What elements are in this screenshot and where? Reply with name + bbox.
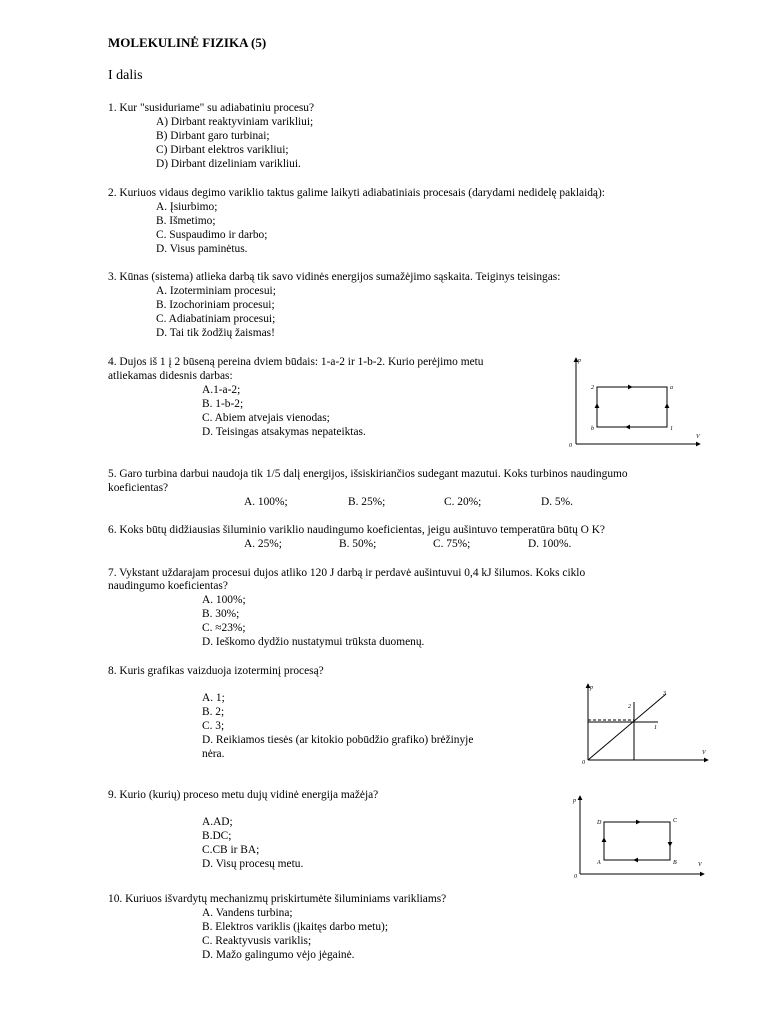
q10-option-a: A. Vandens turbina;: [202, 907, 293, 919]
q4-graph: [560, 352, 710, 448]
question-4-line1: 4. Dujos iš 1 į 2 būseną pereina dviem būdais: 1-a-2 ir 1-b-2. Kurio perėjimo metu: [108, 356, 484, 368]
q4-graph-origin-label: 0: [569, 443, 572, 448]
q8-graph-origin-label: 0: [582, 760, 585, 766]
q9-graph-point-D: D: [597, 820, 602, 826]
q2-option-a: A. Įsiurbimo;: [156, 201, 218, 213]
q5-option-b: B. 25%;: [348, 496, 386, 508]
q8-option-b: B. 2;: [202, 706, 225, 718]
q8-graph-line-2: 2: [628, 704, 631, 710]
q3-option-b: B. Izochoriniam procesui;: [156, 299, 275, 311]
page-title: MOLEKULINĖ FIZIKA (5): [108, 35, 267, 50]
q1-option-c: C) Dirbant elektros varikliui;: [156, 144, 289, 156]
q3-option-d: D. Tai tik žodžių žaismas!: [156, 327, 275, 339]
q2-option-d: D. Visus paminėtus.: [156, 243, 248, 255]
q8-graph: [574, 678, 714, 768]
q9-option-d: D. Visų procesų metu.: [202, 858, 304, 870]
q4-option-b: B. 1-b-2;: [202, 398, 244, 410]
q9-option-b: B.DC;: [202, 830, 232, 842]
q9-option-a: A.AD;: [202, 816, 233, 828]
question-5-line1: 5. Garo turbina darbui naudoja tik 1/5 dalį energijos, išsiskiriančios sudegant mazutui. Koks turbinos naudingumo: [108, 468, 628, 480]
q4-option-c: C. Abiem atvejais vienodas;: [202, 412, 330, 424]
q7-option-a: A. 100%;: [202, 594, 246, 606]
q8-option-a: A. 1;: [202, 692, 225, 704]
q5-option-d: D. 5%.: [541, 496, 573, 508]
q8-graph-p-label: p: [590, 685, 593, 691]
q7-option-d: D. Ieškomo dydžio nustatymui trūksta duomenų.: [202, 636, 425, 648]
q4-graph-point-b: b: [591, 426, 594, 432]
q5-option-c: C. 20%;: [444, 496, 482, 508]
question-3: 3. Kūnas (sistema) atlieka darbą tik savo vidinės energijos sumažėjimo sąskaita. Teiginys teisingas:: [108, 271, 561, 283]
q6-option-c: C. 75%;: [433, 538, 471, 550]
q8-option-d: D. Reikiamos tiesės (ar kitokio pobūdžio grafiko) brėžinyje: [202, 734, 474, 746]
q4-graph-point-a: a: [670, 385, 673, 391]
q1-option-a: A) Dirbant reaktyviniam varikliui;: [156, 116, 314, 128]
q10-option-c: C. Reaktyvusis variklis;: [202, 935, 312, 947]
q8-option-c: C. 3;: [202, 720, 225, 732]
q4-option-d: D. Teisingas atsakymas nepateiktas.: [202, 426, 366, 438]
q9-graph-v-label: V: [698, 862, 702, 868]
q8-graph-line-1: 1: [654, 725, 657, 731]
question-6: 6. Koks būtų didžiausias šiluminio variklio naudingumo koeficientas, jeigu aušintuvo temperatūra būtų O K?: [108, 524, 605, 536]
q2-option-b: B. Išmetimo;: [156, 215, 216, 227]
q9-graph-p-label: p: [573, 798, 576, 804]
q1-option-d: D) Dirbant dizeliniam varikliui.: [156, 158, 301, 170]
q2-option-c: C. Suspaudimo ir darbo;: [156, 229, 268, 241]
q9-graph-point-A: A: [597, 860, 601, 866]
question-2: 2. Kuriuos vidaus degimo variklio taktus galime laikyti adiabatiniais procesais (darydami nedidelę paklaidą):: [108, 187, 605, 199]
q9-graph-origin-label: 0: [574, 874, 577, 880]
question-10: 10. Kuriuos išvardytų mechanizmų priskirtumėte šiluminiams varikliams?: [108, 893, 447, 905]
q5-option-a: A. 100%;: [244, 496, 288, 508]
question-1: 1. Kur "susiduriame" su adiabatiniu procesu?: [108, 102, 315, 114]
q9-graph: [568, 790, 708, 880]
q9-graph-point-B: B: [673, 860, 677, 866]
q4-graph-point-2: 2: [591, 385, 594, 391]
q4-graph-point-1: 1: [670, 426, 673, 432]
q7-option-c: C. ≈23%;: [202, 622, 246, 634]
question-4-line2: atliekamas didesnis darbas:: [108, 370, 233, 382]
q8-option-d-cont: nėra.: [202, 748, 225, 760]
q9-option-c: C.CB ir BA;: [202, 844, 260, 856]
q8-graph-line-3: 3: [663, 691, 666, 697]
q10-option-d: D. Mažo galingumo vėjo jėgainė.: [202, 949, 355, 961]
q3-option-a: A. Izoterminiam procesui;: [156, 285, 276, 297]
q4-graph-p-label: p: [578, 358, 581, 364]
q6-option-d: D. 100%.: [528, 538, 572, 550]
q8-graph-v-label: V: [702, 750, 706, 756]
q3-option-c: C. Adiabatiniam procesui;: [156, 313, 276, 325]
q1-option-b: B) Dirbant garo turbinai;: [156, 130, 270, 142]
q7-option-b: B. 30%;: [202, 608, 240, 620]
part-heading: I dalis: [108, 68, 143, 83]
q4-graph-v-label: V: [696, 434, 700, 440]
q6-option-b: B. 50%;: [339, 538, 377, 550]
q10-option-b: B. Elektros variklis (įkaitęs darbo metu);: [202, 921, 389, 933]
question-5-line2: koeficientas?: [108, 482, 169, 494]
question-7-line1: 7. Vykstant uždarajam procesui dujos atliko 120 J darbą ir perdavė aušintuvui 0,4 kJ šilumos. Koks ciklo: [108, 567, 586, 579]
question-8: 8. Kuris grafikas vaizduoja izoterminį procesą?: [108, 665, 324, 677]
question-9: 9. Kurio (kurių) proceso metu dujų vidinė energija mažėja?: [108, 789, 379, 801]
q9-graph-point-C: C: [673, 818, 678, 824]
q4-option-a: A.1-a-2;: [202, 384, 241, 396]
question-7-line2: naudingumo koeficientas?: [108, 580, 228, 592]
q6-option-a: A. 25%;: [244, 538, 282, 550]
